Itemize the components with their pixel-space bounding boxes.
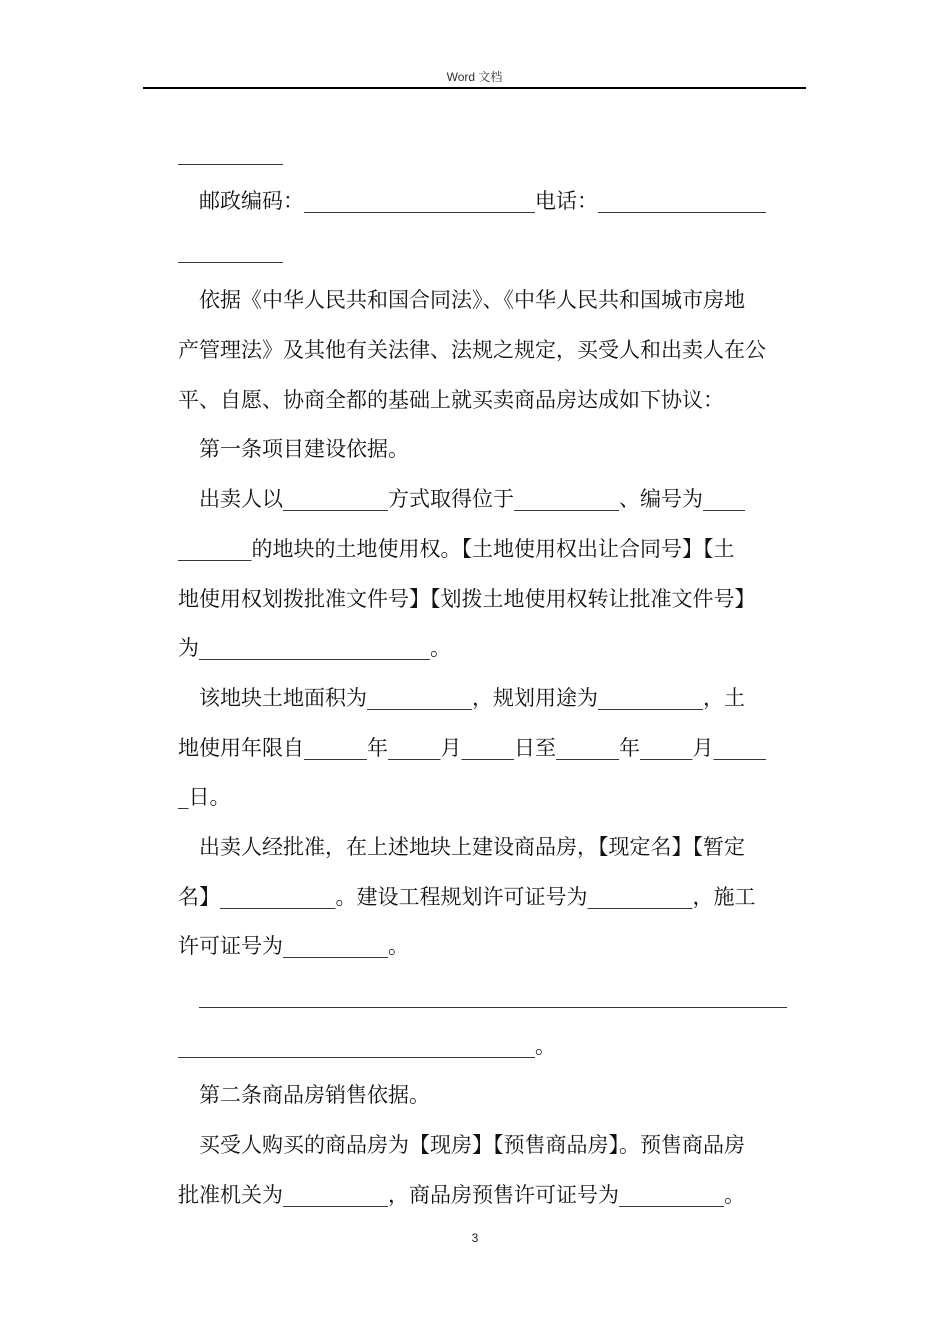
text-line: 依据《中华人民共和国合同法》、《中华人民共和国城市房地 (199, 288, 745, 312)
text-line: 批准机关为__________，商品房预售许可证号为__________。 (178, 1183, 745, 1207)
text-line: 地使用权划拨批准文件号】【划拨土地使用权转让批准文件号】 (178, 587, 756, 611)
text-line: 该地块土地面积为__________，规划用途为__________，土 (199, 686, 745, 710)
text-line: 为______________________。 (178, 636, 451, 660)
page-number: 3 (471, 1231, 479, 1245)
text-line: _______的地块的土地使用权。【土地使用权出让合同号】【土 (178, 537, 735, 561)
blank-line: __________________________________。 (178, 1034, 556, 1058)
header-divider (143, 87, 806, 89)
text-line: __________ (178, 239, 283, 263)
text-line: 名】___________。建设工程规划许可证号为__________，施工 (178, 885, 756, 909)
text-line: 产管理法》及其他有关法律、法规之规定，买受人和出卖人在公 (178, 338, 766, 362)
text-line: _日。 (178, 785, 231, 809)
article-heading: 第二条商品房销售依据。 (199, 1083, 430, 1107)
blank-line: ________________________________________________________ (199, 984, 787, 1008)
text-line: 平、自愿、协商全都的基础上就买卖商品房达成如下协议： (178, 388, 724, 412)
text-line: __________ (178, 141, 283, 165)
text-line: 出卖人以__________方式取得位于__________、编号为____ (199, 487, 745, 511)
text-line: 买受人购买的商品房为【现房】【预售商品房】。预售商品房 (199, 1133, 745, 1157)
text-line: 邮政编码：______________________电话：________________ (199, 189, 766, 213)
text-line: 出卖人经批准，在上述地块上建设商品房，【现定名】【暂定 (199, 835, 745, 859)
article-heading: 第一条项目建设依据。 (199, 437, 409, 461)
text-line: 地使用年限自______年_____月_____日至______年_____月_____ (178, 736, 766, 760)
page-header: Word 文档 (446, 70, 503, 84)
text-line: 许可证号为__________。 (178, 934, 409, 958)
